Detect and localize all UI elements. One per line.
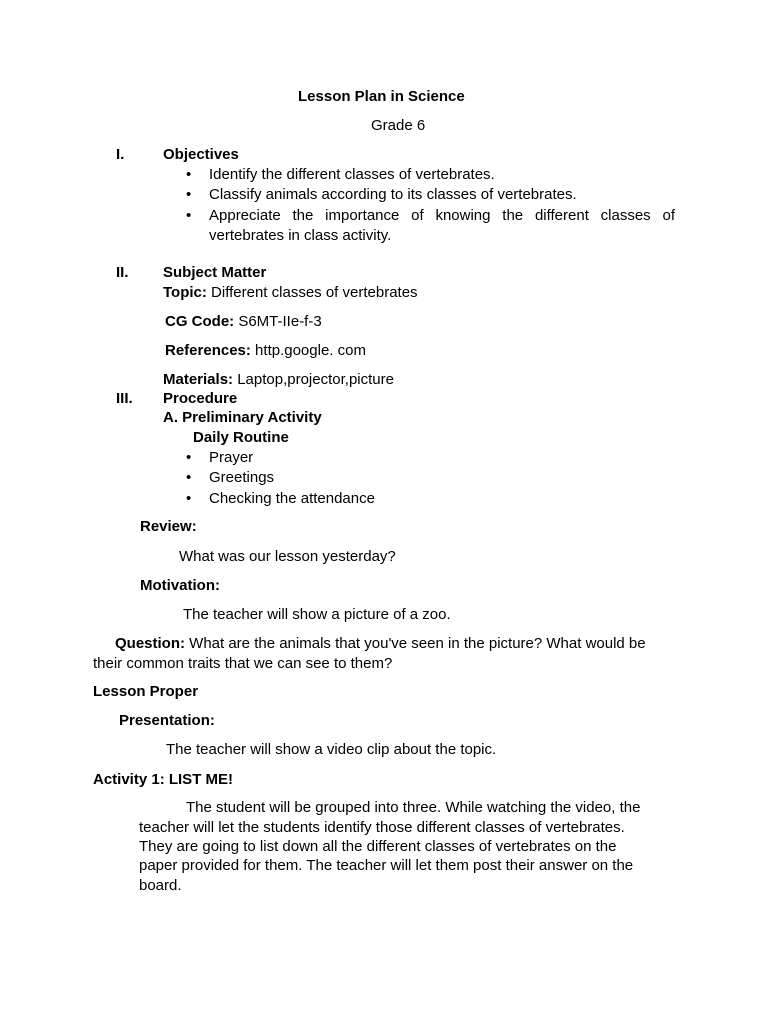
- references-line: [165, 341, 366, 360]
- cg-code-line: [165, 312, 322, 331]
- materials-value: Laptop,projector,picture: [233, 371, 394, 388]
- topic-line: [163, 283, 418, 302]
- bullet-icon: •: [186, 166, 192, 183]
- bullet-icon: •: [186, 449, 192, 466]
- section-numeral-3: III.: [116, 390, 133, 407]
- review-text: What was our lesson yesterday?: [179, 548, 396, 565]
- question-text: What are the animals that you've seen in the picture? What would be: [185, 635, 646, 652]
- motivation-text: The teacher will show a picture of a zoo.: [183, 606, 451, 623]
- activity-paragraph-line: They are going to list down all the different classes of vertebrates on the: [139, 838, 617, 855]
- objectives-heading: Objectives: [163, 146, 239, 163]
- routine-item: Greetings: [209, 469, 275, 486]
- objective-item-continued: vertebrates in class activity.: [209, 227, 392, 244]
- objective-item: Appreciate the importance of knowing the different classes of: [209, 207, 675, 224]
- subject-matter-heading: Subject Matter: [163, 264, 267, 281]
- materials-line: [163, 370, 394, 389]
- routine-item: Prayer: [209, 449, 254, 466]
- bullet-icon: •: [186, 207, 192, 224]
- daily-routine-heading: Daily Routine: [193, 429, 289, 446]
- topic-value: Different classes of vertebrates: [206, 284, 418, 301]
- objective-item: Classify animals according to its classes of vertebrates.: [209, 186, 577, 203]
- activity-paragraph-line: The student will be grouped into three. While watching the video, the: [186, 799, 641, 816]
- question-line: [115, 634, 646, 653]
- presentation-text: The teacher will show a video clip about the topic.: [166, 741, 497, 758]
- activity-paragraph-line: paper provided for them. The teacher will let them post their answer on the: [139, 857, 634, 874]
- topic-label: Topic:: [163, 284, 207, 301]
- question-text-continued: their common traits that we can see to them?: [93, 655, 393, 672]
- references-value: http.google. com: [250, 342, 366, 359]
- motivation-label: Motivation:: [140, 577, 220, 594]
- cg-code-value: S6MT-IIe-f-3: [234, 313, 322, 330]
- activity-paragraph-line: board.: [139, 877, 182, 894]
- references-label: References:: [165, 342, 251, 359]
- presentation-label: Presentation:: [119, 712, 215, 729]
- bullet-icon: •: [186, 186, 192, 203]
- lesson-proper-heading: Lesson Proper: [93, 683, 199, 700]
- question-label: Question:: [115, 635, 185, 652]
- section-numeral-2: II.: [116, 264, 129, 281]
- objective-item: Identify the different classes of vertebrates.: [209, 166, 495, 183]
- review-label: Review:: [140, 518, 197, 535]
- section-numeral-1: I.: [116, 146, 125, 163]
- activity-heading: Activity 1: LIST ME!: [93, 771, 234, 788]
- bullet-icon: •: [186, 490, 192, 507]
- cg-code-label: CG Code:: [165, 313, 235, 330]
- procedure-heading: Procedure: [163, 390, 238, 407]
- activity-paragraph-line: teacher will let the students identify those different classes of vertebrates.: [139, 819, 625, 836]
- routine-item: Checking the attendance: [209, 490, 375, 507]
- materials-label: Materials:: [163, 371, 234, 388]
- grade-label: Grade 6: [371, 117, 426, 134]
- bullet-icon: •: [186, 469, 192, 486]
- document-title: Lesson Plan in Science: [298, 88, 465, 105]
- preliminary-activity-heading: A. Preliminary Activity: [163, 409, 322, 426]
